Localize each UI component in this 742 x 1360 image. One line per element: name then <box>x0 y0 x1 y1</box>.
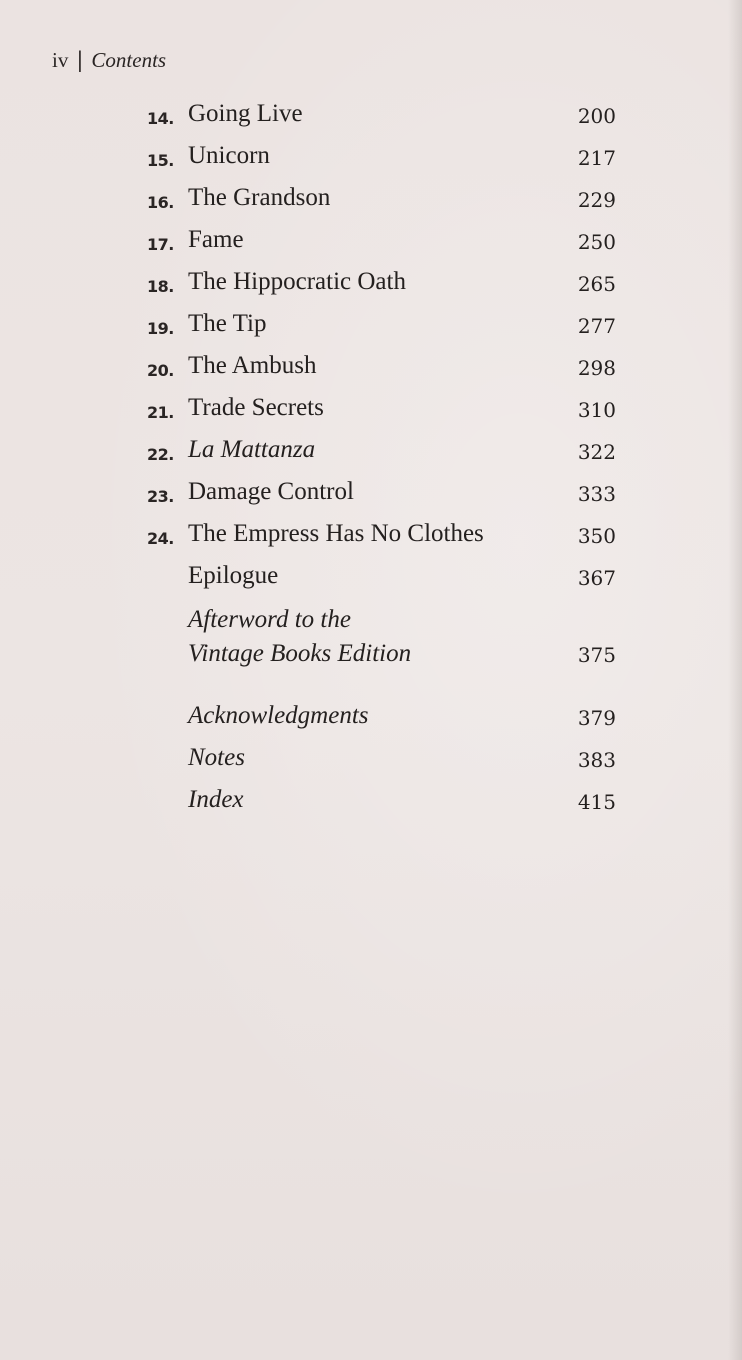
chapter-title-line-2: Vintage Books Edition <box>188 640 412 667</box>
page-number: 379 <box>577 706 616 730</box>
page-number: 350 <box>577 524 616 548</box>
toc-entry-18 <box>0 268 742 308</box>
page-number: 322 <box>577 440 616 464</box>
toc-entry-21 <box>0 394 742 434</box>
page-number: 250 <box>577 230 616 254</box>
toc-entry-17 <box>0 226 742 266</box>
toc-entry-notes <box>0 744 742 784</box>
chapter-number: 19. <box>147 319 174 338</box>
chapter-number: 15. <box>147 151 174 170</box>
chapter-title-line-1: Afterword to the <box>188 606 351 633</box>
page-number: 265 <box>577 272 616 296</box>
toc-entry-14 <box>0 100 742 140</box>
chapter-number: 24. <box>147 529 174 548</box>
toc-entry-23 <box>0 478 742 518</box>
page-number: 310 <box>577 398 616 422</box>
page-number-roman: iv <box>52 48 69 72</box>
page-number: 415 <box>577 790 616 814</box>
toc-entry-16 <box>0 184 742 224</box>
page-number: 375 <box>577 643 616 667</box>
chapter-title: Going Live <box>188 100 303 127</box>
page-number: 217 <box>577 146 616 170</box>
chapter-title: Damage Control <box>188 478 354 505</box>
toc-entry-epilogue <box>0 562 742 602</box>
chapter-number: 21. <box>147 403 174 422</box>
toc-entry-afterword <box>0 603 742 677</box>
chapter-number: 16. <box>147 193 174 212</box>
page-number: 298 <box>577 356 616 380</box>
chapter-number: 20. <box>147 361 174 380</box>
chapter-title: The Ambush <box>188 352 317 379</box>
chapter-number: 22. <box>147 445 174 464</box>
toc-entry-acknowledgments <box>0 702 742 742</box>
page-number: 200 <box>577 104 616 128</box>
chapter-number: 18. <box>147 277 174 296</box>
chapter-title: Epilogue <box>188 562 279 589</box>
toc-entry-15 <box>0 142 742 182</box>
running-head-title: Contents <box>91 48 167 72</box>
toc-entry-24 <box>0 520 742 560</box>
running-head <box>52 48 166 73</box>
running-head-separator: | <box>76 48 84 72</box>
chapter-title: La Mattanza <box>188 436 316 463</box>
chapter-title: The Tip <box>188 310 267 337</box>
page-number: 277 <box>577 314 616 338</box>
chapter-number: 17. <box>147 235 174 254</box>
chapter-title: The Grandson <box>188 184 331 211</box>
toc-entry-20 <box>0 352 742 392</box>
chapter-title: The Empress Has No Clothes <box>188 520 484 547</box>
chapter-title: The Hippocratic Oath <box>188 268 406 295</box>
chapter-title: Index <box>188 786 244 813</box>
toc-entry-index <box>0 786 742 826</box>
chapter-title: Trade Secrets <box>188 394 324 421</box>
page-number: 333 <box>577 482 616 506</box>
chapter-number: 23. <box>147 487 174 506</box>
toc-entry-22 <box>0 436 742 476</box>
toc-entry-19 <box>0 310 742 350</box>
page-number: 229 <box>577 188 616 212</box>
page-number: 383 <box>577 748 616 772</box>
chapter-title: Acknowledgments <box>188 702 369 729</box>
chapter-title: Fame <box>188 226 244 253</box>
chapter-number: 14. <box>147 109 174 128</box>
chapter-title: Unicorn <box>188 142 270 169</box>
page-number: 367 <box>577 566 616 590</box>
chapter-title: Notes <box>188 744 245 771</box>
